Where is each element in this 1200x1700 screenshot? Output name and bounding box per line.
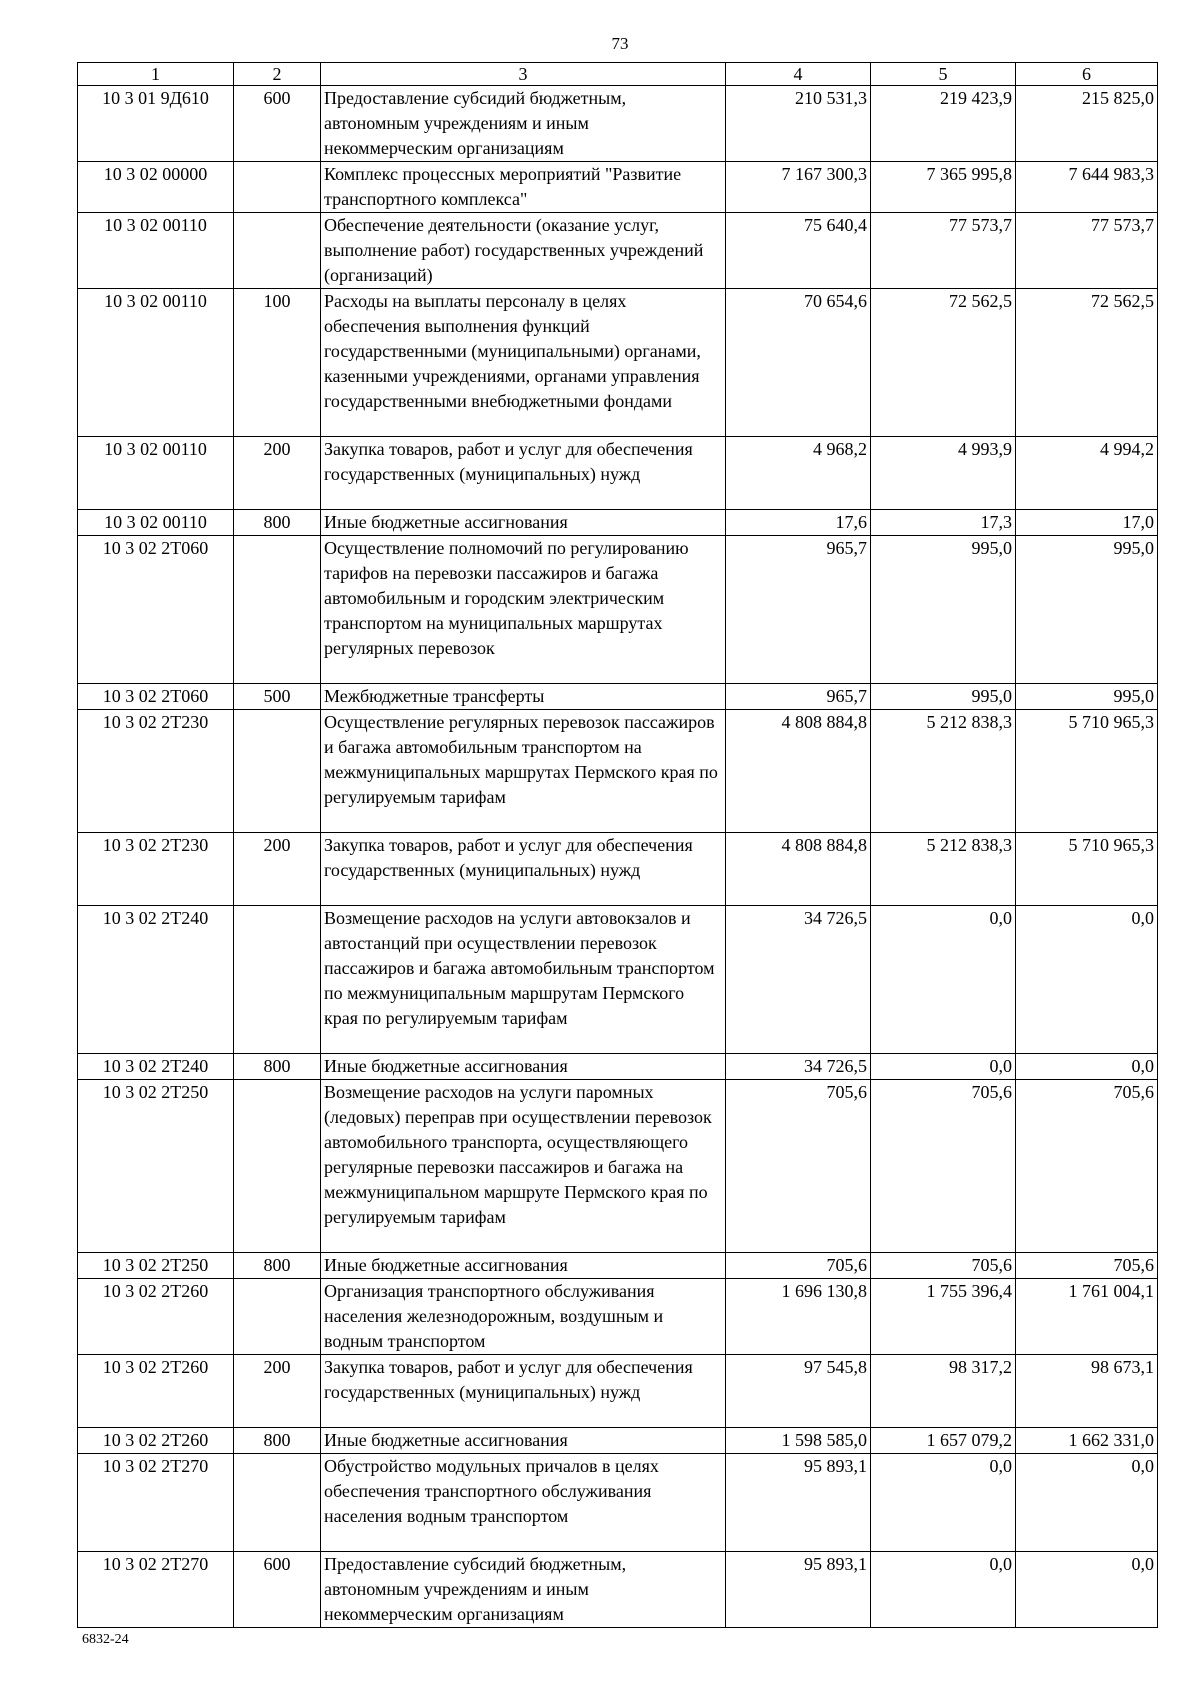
row-expense-type-cell: 800 (234, 510, 321, 536)
row-expense-type-cell: 800 (234, 1253, 321, 1279)
row-code-cell: 10 3 02 00000 (78, 162, 234, 213)
row-expense-type-cell (234, 162, 321, 213)
row-name-cell: Закупка товаров, работ и услуг для обеспечения государственных (муниципальных) нужд (321, 1355, 726, 1428)
footer-document-code: 6832-24 (82, 1632, 129, 1647)
row-code-cell: 10 3 02 2Т230 (78, 833, 234, 906)
row-code-cell: 10 3 02 2Т270 (78, 1454, 234, 1552)
table-row (78, 510, 1158, 536)
column-header-3: 3 (321, 63, 726, 86)
table-row (78, 833, 1158, 906)
column-header-4: 4 (726, 63, 871, 86)
row-value-col4-cell: 97 545,8 (726, 1355, 871, 1428)
table-row (78, 684, 1158, 710)
table-row (78, 1080, 1158, 1253)
row-name-cell: Предоставление субсидий бюджетным, автономным учреждениям и иным некоммерческим организациям (321, 1552, 726, 1628)
row-value-col6-cell: 98 673,1 (1016, 1355, 1158, 1428)
row-name-cell: Обеспечение деятельности (оказание услуг, выполнение работ) государственных учреждений (организаций) (321, 213, 726, 289)
row-value-col4-cell: 4 808 884,8 (726, 833, 871, 906)
table-row (78, 710, 1158, 833)
row-name-cell: Иные бюджетные ассигнования (321, 1054, 726, 1080)
row-code-cell: 10 3 02 2Т240 (78, 906, 234, 1054)
row-expense-type-cell: 100 (234, 289, 321, 437)
row-name-cell: Организация транспортного обслуживания населения железнодорожным, воздушным и водным транспортом (321, 1279, 726, 1355)
table-row (78, 1355, 1158, 1428)
row-value-col4-cell: 1 696 130,8 (726, 1279, 871, 1355)
row-value-col4-cell: 34 726,5 (726, 906, 871, 1054)
row-expense-type-cell: 600 (234, 1552, 321, 1628)
row-value-col4-cell: 75 640,4 (726, 213, 871, 289)
table-row (78, 289, 1158, 437)
row-expense-type-cell (234, 536, 321, 684)
row-value-col5-cell: 0,0 (871, 906, 1016, 1054)
row-value-col6-cell: 0,0 (1016, 906, 1158, 1054)
row-name-cell: Комплекс процессных мероприятий "Развитие транспортного комплекса" (321, 162, 726, 213)
row-value-col5-cell: 1 657 079,2 (871, 1428, 1016, 1454)
row-value-col6-cell: 4 994,2 (1016, 437, 1158, 510)
row-expense-type-cell: 600 (234, 86, 321, 162)
table-row (78, 1054, 1158, 1080)
column-header-1: 1 (78, 63, 234, 86)
row-code-cell: 10 3 02 00110 (78, 510, 234, 536)
row-value-col4-cell: 705,6 (726, 1080, 871, 1253)
row-code-cell: 10 3 02 00110 (78, 289, 234, 437)
row-value-col6-cell: 995,0 (1016, 536, 1158, 684)
row-value-col4-cell: 70 654,6 (726, 289, 871, 437)
row-expense-type-cell (234, 1279, 321, 1355)
table-row (78, 86, 1158, 162)
table-row (78, 1279, 1158, 1355)
row-value-col5-cell: 705,6 (871, 1253, 1016, 1279)
row-name-cell: Осуществление регулярных перевозок пассажиров и багажа автомобильным транспортом на межмуниципальных маршрутах Пермского края по регулируемым тарифам (321, 710, 726, 833)
row-code-cell: 10 3 02 2Т240 (78, 1054, 234, 1080)
row-value-col5-cell: 0,0 (871, 1552, 1016, 1628)
table-row (78, 1428, 1158, 1454)
budget-table (77, 62, 1158, 1628)
row-code-cell: 10 3 02 00110 (78, 437, 234, 510)
row-value-col6-cell: 0,0 (1016, 1454, 1158, 1552)
row-expense-type-cell (234, 906, 321, 1054)
row-value-col6-cell: 17,0 (1016, 510, 1158, 536)
table-body (78, 86, 1158, 1628)
row-name-cell: Закупка товаров, работ и услуг для обеспечения государственных (муниципальных) нужд (321, 833, 726, 906)
table-row (78, 162, 1158, 213)
row-name-cell: Возмещение расходов на услуги автовокзалов и автостанций при осуществлении перевозок пассажиров и багажа автомобильным транспортом по межмуниципальным маршрутам Пермского края по регулируемым тарифам (321, 906, 726, 1054)
column-header-6: 6 (1016, 63, 1158, 86)
table-header-row (78, 63, 1158, 86)
row-expense-type-cell: 500 (234, 684, 321, 710)
row-expense-type-cell: 200 (234, 833, 321, 906)
page-number: 73 (611, 34, 629, 53)
row-value-col6-cell: 5 710 965,3 (1016, 710, 1158, 833)
row-value-col6-cell: 705,6 (1016, 1253, 1158, 1279)
row-value-col6-cell: 7 644 983,3 (1016, 162, 1158, 213)
row-value-col4-cell: 705,6 (726, 1253, 871, 1279)
row-expense-type-cell: 200 (234, 437, 321, 510)
row-expense-type-cell (234, 213, 321, 289)
row-code-cell: 10 3 02 2Т250 (78, 1080, 234, 1253)
row-value-col4-cell: 210 531,3 (726, 86, 871, 162)
row-name-cell: Закупка товаров, работ и услуг для обеспечения государственных (муниципальных) нужд (321, 437, 726, 510)
row-value-col6-cell: 995,0 (1016, 684, 1158, 710)
row-name-cell: Расходы на выплаты персоналу в целях обеспечения выполнения функций государственными (муниципальными) органами, казенными учреждениями, органами управления государственными внебюджетными фондами (321, 289, 726, 437)
row-value-col5-cell: 17,3 (871, 510, 1016, 536)
row-value-col4-cell: 34 726,5 (726, 1054, 871, 1080)
row-value-col4-cell: 7 167 300,3 (726, 162, 871, 213)
row-value-col5-cell: 5 212 838,3 (871, 833, 1016, 906)
table-row (78, 213, 1158, 289)
row-value-col5-cell: 4 993,9 (871, 437, 1016, 510)
row-code-cell: 10 3 02 2Т270 (78, 1552, 234, 1628)
row-value-col5-cell: 995,0 (871, 684, 1016, 710)
row-value-col5-cell: 705,6 (871, 1080, 1016, 1253)
row-value-col6-cell: 705,6 (1016, 1080, 1158, 1253)
row-value-col5-cell: 1 755 396,4 (871, 1279, 1016, 1355)
row-code-cell: 10 3 02 2Т060 (78, 536, 234, 684)
row-value-col6-cell: 1 761 004,1 (1016, 1279, 1158, 1355)
row-code-cell: 10 3 02 2Т260 (78, 1428, 234, 1454)
table-row (78, 437, 1158, 510)
row-name-cell: Иные бюджетные ассигнования (321, 510, 726, 536)
row-name-cell: Возмещение расходов на услуги паромных (ледовых) переправ при осуществлении перевозок автомобильного транспорта, осуществляющего регулярные перевозки пассажиров и багажа на межмуниципальном маршруте Пермского края по регулируемым тарифам (321, 1080, 726, 1253)
row-value-col5-cell: 0,0 (871, 1054, 1016, 1080)
row-value-col5-cell: 77 573,7 (871, 213, 1016, 289)
row-code-cell: 10 3 02 00110 (78, 213, 234, 289)
column-header-5: 5 (871, 63, 1016, 86)
row-value-col4-cell: 95 893,1 (726, 1552, 871, 1628)
row-value-col6-cell: 72 562,5 (1016, 289, 1158, 437)
table-row (78, 1454, 1158, 1552)
row-value-col6-cell: 215 825,0 (1016, 86, 1158, 162)
table-row (78, 536, 1158, 684)
row-name-cell: Иные бюджетные ассигнования (321, 1428, 726, 1454)
row-value-col5-cell: 7 365 995,8 (871, 162, 1016, 213)
column-header-2: 2 (234, 63, 321, 86)
row-value-col5-cell: 219 423,9 (871, 86, 1016, 162)
row-expense-type-cell: 800 (234, 1428, 321, 1454)
row-value-col4-cell: 1 598 585,0 (726, 1428, 871, 1454)
row-value-col5-cell: 98 317,2 (871, 1355, 1016, 1428)
row-code-cell: 10 3 02 2Т260 (78, 1279, 234, 1355)
table-row (78, 1253, 1158, 1279)
row-value-col4-cell: 4 808 884,8 (726, 710, 871, 833)
row-code-cell: 10 3 02 2Т250 (78, 1253, 234, 1279)
row-name-cell: Межбюджетные трансферты (321, 684, 726, 710)
row-name-cell: Обустройство модульных причалов в целях обеспечения транспортного обслуживания населения водным транспортом (321, 1454, 726, 1552)
table-row (78, 1552, 1158, 1628)
row-code-cell: 10 3 02 2Т230 (78, 710, 234, 833)
row-value-col4-cell: 965,7 (726, 684, 871, 710)
table-row (78, 906, 1158, 1054)
row-expense-type-cell (234, 1080, 321, 1253)
row-code-cell: 10 3 01 9Д610 (78, 86, 234, 162)
row-name-cell: Осуществление полномочий по регулированию тарифов на перевозки пассажиров и багажа автомобильным и городским электрическим транспортом на муниципальных маршрутах регулярных перевозок (321, 536, 726, 684)
row-name-cell: Предоставление субсидий бюджетным, автономным учреждениям и иным некоммерческим организациям (321, 86, 726, 162)
row-value-col4-cell: 95 893,1 (726, 1454, 871, 1552)
row-value-col6-cell: 1 662 331,0 (1016, 1428, 1158, 1454)
row-value-col4-cell: 17,6 (726, 510, 871, 536)
row-expense-type-cell: 800 (234, 1054, 321, 1080)
row-expense-type-cell (234, 1454, 321, 1552)
row-value-col6-cell: 0,0 (1016, 1552, 1158, 1628)
row-value-col4-cell: 965,7 (726, 536, 871, 684)
row-value-col5-cell: 72 562,5 (871, 289, 1016, 437)
row-value-col6-cell: 5 710 965,3 (1016, 833, 1158, 906)
row-expense-type-cell (234, 710, 321, 833)
row-name-cell: Иные бюджетные ассигнования (321, 1253, 726, 1279)
row-value-col5-cell: 0,0 (871, 1454, 1016, 1552)
row-value-col5-cell: 5 212 838,3 (871, 710, 1016, 833)
row-value-col6-cell: 77 573,7 (1016, 213, 1158, 289)
row-value-col6-cell: 0,0 (1016, 1054, 1158, 1080)
row-code-cell: 10 3 02 2Т260 (78, 1355, 234, 1428)
row-code-cell: 10 3 02 2Т060 (78, 684, 234, 710)
row-value-col4-cell: 4 968,2 (726, 437, 871, 510)
row-value-col5-cell: 995,0 (871, 536, 1016, 684)
row-expense-type-cell: 200 (234, 1355, 321, 1428)
